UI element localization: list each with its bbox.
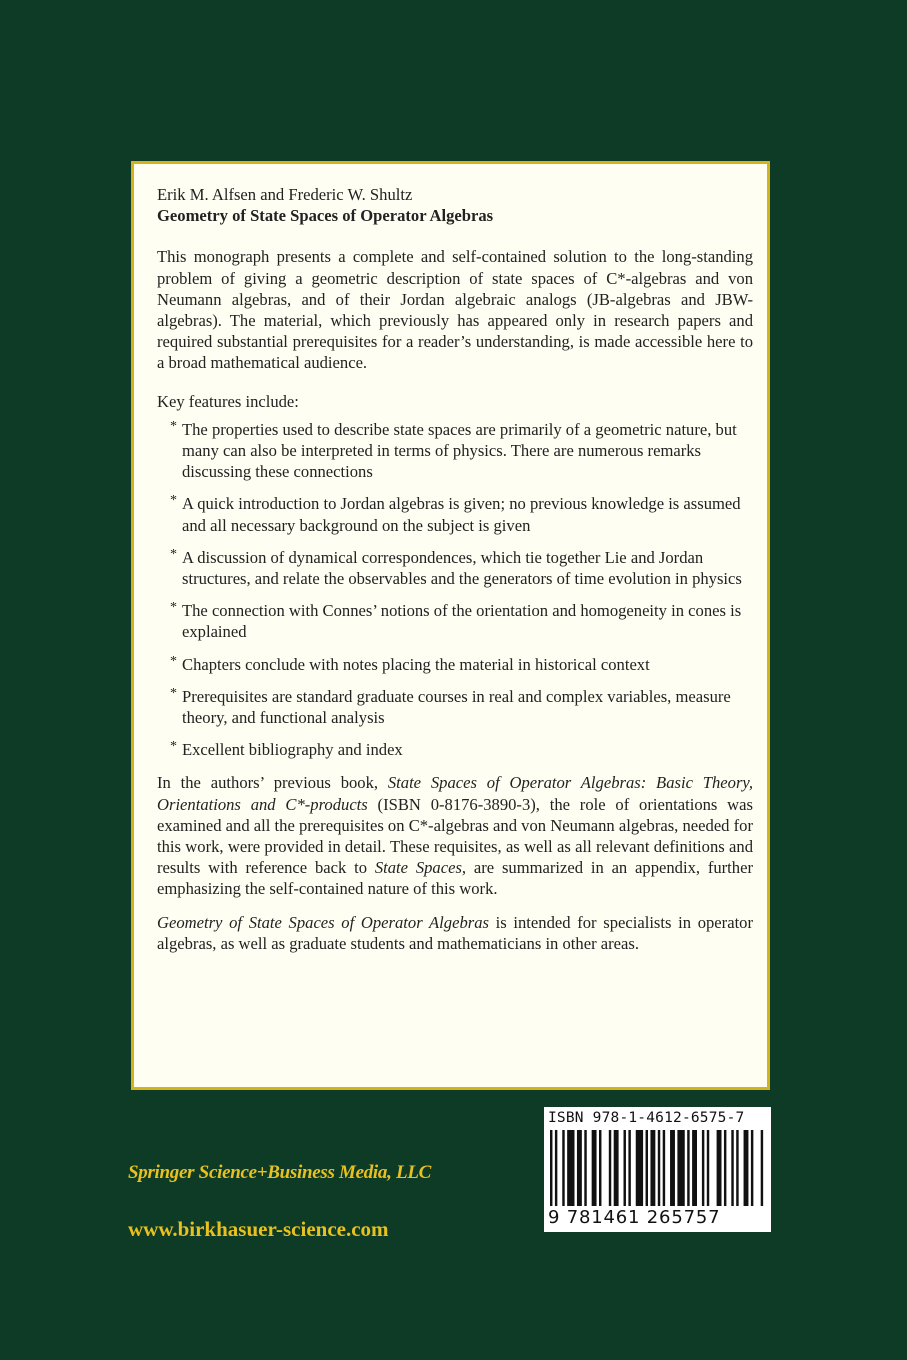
barcode-bar [584,1130,586,1206]
para3-tail: , are summarized in an appendix, further emphasizing the self-contained nature of this work. [157,858,753,899]
barcode-bar [761,1130,763,1206]
feature-item [157,654,753,675]
feature-text: Excellent bibliography and index [182,740,403,760]
previous-book-title: State Spaces of Operator Algebras: Basic Theory, Orientations and C*-products [157,773,753,814]
para3-mid: (ISBN 0-8176-3890-3), the role of orientations was examined and all the prerequisites on C*-algebras and von Neumann algebras, needed for this work, were provided in detail. These requisites, as well as all relevant definitions and results with reference back to [157,794,753,878]
barcode-bar [724,1130,726,1206]
book-title: Geometry of State Spaces of Operator Algebras [157,206,494,226]
barcode-bar [650,1130,655,1206]
barcode-bar [731,1130,733,1206]
feature-text: The connection with Connes’ notions of the orientation and homogeneity in cones is explained [182,601,742,642]
feature-item [157,739,753,760]
barcode-bar [555,1130,557,1206]
barcode-bar [663,1130,665,1206]
feature-item [157,686,753,728]
feature-text: A discussion of dynamical correspondences, which tie together Lie and Jordan structures, and relate the observables and the generators of time evolution in physics [182,547,742,589]
features-list [157,419,753,761]
bullet-icon: * [170,653,177,669]
barcode-bar [702,1130,704,1206]
barcode-bar [609,1130,611,1206]
feature-text: The properties used to describe state spaces are primarily of a geometric nature, but many can also be interpreted in terms of physics. There are numerous remarks discussing these connections [182,419,737,482]
description-content [157,184,753,954]
authors: Erik M. Alfsen and Frederic W. Shultz [157,185,413,204]
feature-text: A quick introduction to Jordan algebras is given; no previous knowledge is assumed and all necessary background on the subject is given [182,494,741,535]
barcode-bar [624,1130,626,1206]
intro-paragraph: This monograph presents a complete and self-contained solution to the long-standing problem of giving a geometric description of state spaces of C*-algebras and von Neumann algebras, and of their Jordan algebraic analogs (JB-algebras and JBW-algebras). The material, which previously has appeared only in research papers and required substantial prerequisites for a reader’s understanding, is made accessible here to a broad mathematical audience. [157,247,753,373]
barcode-bar [636,1130,643,1206]
barcode-bar [736,1130,738,1206]
feature-item [157,493,753,535]
barcode-bar [567,1130,574,1206]
barcode-bar [751,1130,753,1206]
bullet-icon: * [170,739,177,755]
barcode-bar [614,1130,619,1206]
previous-book-short-title: State Spaces [374,858,462,878]
bullet-icon: * [170,600,177,616]
barcode-bar [687,1130,689,1206]
barcode-bar [599,1130,601,1206]
barcode-bar [646,1130,648,1206]
bullet-icon: * [170,685,177,701]
description-panel [131,161,770,1090]
previous-book-paragraph [157,772,753,899]
audience-text: is intended for specialists in operator algebras, as well as graduate students and mathematicians in other areas. [157,912,753,953]
publisher-website: www.birkhasuer-science.com [128,1217,389,1241]
barcode-digits: 9 781461 265757 [548,1207,721,1228]
barcode-bar [592,1130,597,1206]
para3-lead: In the authors’ previous book, [157,773,388,793]
barcode-bars [550,1130,765,1218]
audience-book-title: Geometry of State Spaces of Operator Algebras [157,912,489,932]
feature-text: Chapters conclude with notes placing the material in historical context [182,654,650,674]
isbn-barcode [544,1107,771,1232]
feature-text: Prerequisites are standard graduate courses in real and complex variables, measure theory, and functional analysis [182,686,731,728]
bullet-icon: * [170,418,177,434]
barcode-bar [562,1130,564,1206]
feature-item [157,547,753,589]
barcode-bar [707,1130,709,1206]
barcode-bar [717,1130,722,1206]
barcode-bar [658,1130,660,1206]
publisher-name: Springer Science+Business Media, LLC [128,1162,431,1183]
barcode-bar [677,1130,684,1206]
bullet-icon: * [170,546,177,562]
barcode-bar [550,1130,552,1206]
key-features-heading: Key features include: [157,391,299,411]
isbn-label: ISBN 978-1-4612-6575-7 [548,1110,745,1126]
audience-paragraph [157,912,753,954]
barcode-bar [744,1130,749,1206]
feature-item [157,600,753,642]
barcode-bar [692,1130,697,1206]
barcode-bar [670,1130,675,1206]
feature-item [157,419,753,483]
bullet-icon: * [170,493,177,509]
barcode-bar [628,1130,630,1206]
barcode-bar [577,1130,582,1206]
